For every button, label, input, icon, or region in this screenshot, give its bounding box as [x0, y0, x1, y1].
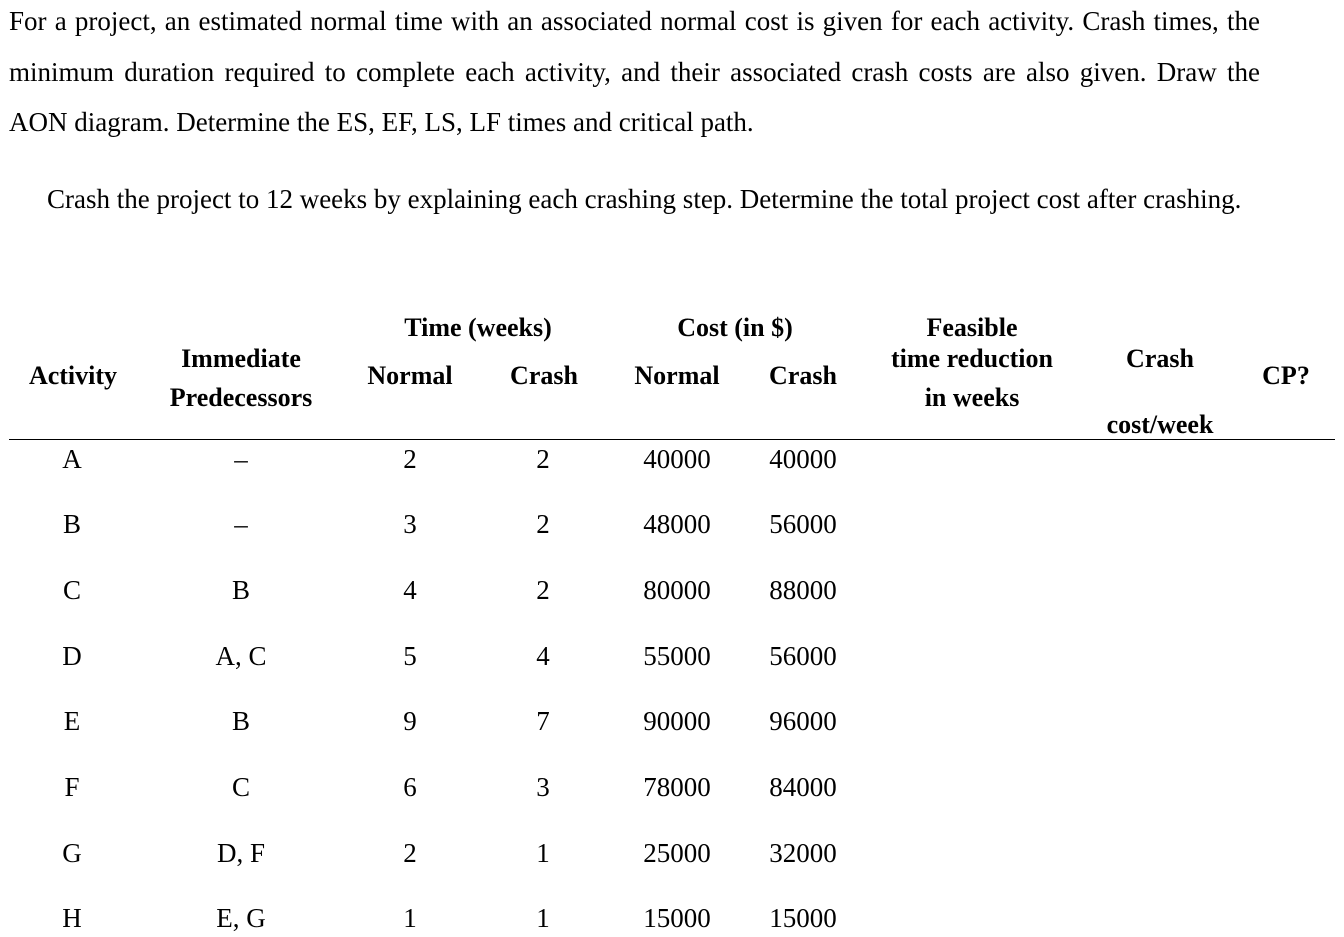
cell-crash-time: 1	[536, 903, 550, 933]
header-predecessors-line2: Predecessors	[169, 383, 313, 412]
header-crash-cost-line1: Crash	[1126, 344, 1194, 373]
header-time-group: Time (weeks)	[404, 313, 552, 342]
cell-crash-cost: 15000	[769, 903, 837, 933]
cell-normal-cost: 80000	[643, 575, 711, 605]
cell-crash-cost: 96000	[769, 706, 837, 736]
cell-crash-cost: 84000	[769, 772, 837, 802]
header-cp: CP?	[1262, 361, 1310, 390]
header-cost-group: Cost (in $)	[677, 313, 793, 342]
cell-predecessors: B	[231, 575, 250, 605]
cell-normal-time: 3	[403, 509, 417, 539]
cell-predecessors: E, G	[216, 903, 266, 933]
header-feasible-line2: time reduction	[891, 344, 1053, 373]
cell-activity: E	[63, 706, 81, 736]
cell-normal-cost: 40000	[643, 444, 711, 474]
header-feasible-line1: Feasible	[926, 313, 1018, 342]
cell-predecessors: C	[231, 772, 250, 802]
cell-crash-time: 4	[536, 641, 550, 671]
cell-normal-time: 2	[403, 838, 417, 868]
cell-normal-cost: 48000	[643, 509, 711, 539]
cell-normal-time: 1	[403, 903, 417, 933]
cell-normal-cost: 25000	[643, 838, 711, 868]
problem-paragraph-1: For a project, an estimated normal time with an associated normal cost is given for each activity. Crash times, the minimum duration required to complete each activity, and their associated crash costs are also given. Draw the AON diagram. Determine the ES, EF, LS, LF times and critical path.	[9, 6, 1260, 137]
header-time-crash: Crash	[510, 361, 578, 390]
cell-predecessors: D, F	[216, 838, 265, 868]
cell-normal-time: 9	[403, 706, 417, 736]
header-predecessors-line1: Immediate	[181, 344, 301, 373]
cell-predecessors: B	[231, 706, 250, 736]
cell-normal-time: 2	[403, 444, 417, 474]
header-cost-crash: Crash	[769, 361, 837, 390]
cell-crash-time: 1	[536, 838, 550, 868]
header-divider	[9, 439, 1335, 440]
cell-activity: F	[64, 772, 80, 802]
header-activity: Activity	[28, 361, 118, 390]
header-cost-normal: Normal	[634, 361, 720, 390]
cell-crash-time: 2	[536, 444, 550, 474]
cell-crash-cost: 32000	[769, 838, 837, 868]
cell-normal-cost: 78000	[643, 772, 711, 802]
cell-normal-cost: 55000	[643, 641, 711, 671]
header-crash-cost-line2: cost/week	[1106, 410, 1214, 439]
cell-activity: H	[62, 903, 82, 933]
cell-normal-cost: 90000	[643, 706, 711, 736]
cell-crash-time: 2	[536, 575, 550, 605]
cell-activity: C	[62, 575, 81, 605]
cell-normal-time: 6	[403, 772, 417, 802]
cell-crash-time: 7	[536, 706, 550, 736]
cell-crash-cost: 40000	[769, 444, 837, 474]
cell-normal-cost: 15000	[643, 903, 711, 933]
cell-crash-cost: 88000	[769, 575, 837, 605]
header-time-normal: Normal	[367, 361, 453, 390]
cell-activity: B	[62, 509, 81, 539]
cell-predecessors: –	[234, 509, 248, 539]
cell-activity: G	[62, 838, 82, 868]
cell-crash-cost: 56000	[769, 509, 837, 539]
header-feasible-line3: in weeks	[924, 383, 1020, 412]
cell-crash-time: 3	[536, 772, 550, 802]
cell-activity: A	[62, 444, 82, 474]
cell-crash-cost: 56000	[769, 641, 837, 671]
cell-normal-time: 5	[403, 641, 417, 671]
problem-paragraph-2: Crash the project to 12 weeks by explaining each crashing step. Determine the total project cost after crashing.	[47, 184, 1242, 214]
cell-crash-time: 2	[536, 509, 550, 539]
cell-activity: D	[62, 641, 82, 671]
cell-predecessors: A, C	[215, 641, 267, 671]
cell-predecessors: –	[234, 444, 248, 474]
cell-normal-time: 4	[403, 575, 417, 605]
